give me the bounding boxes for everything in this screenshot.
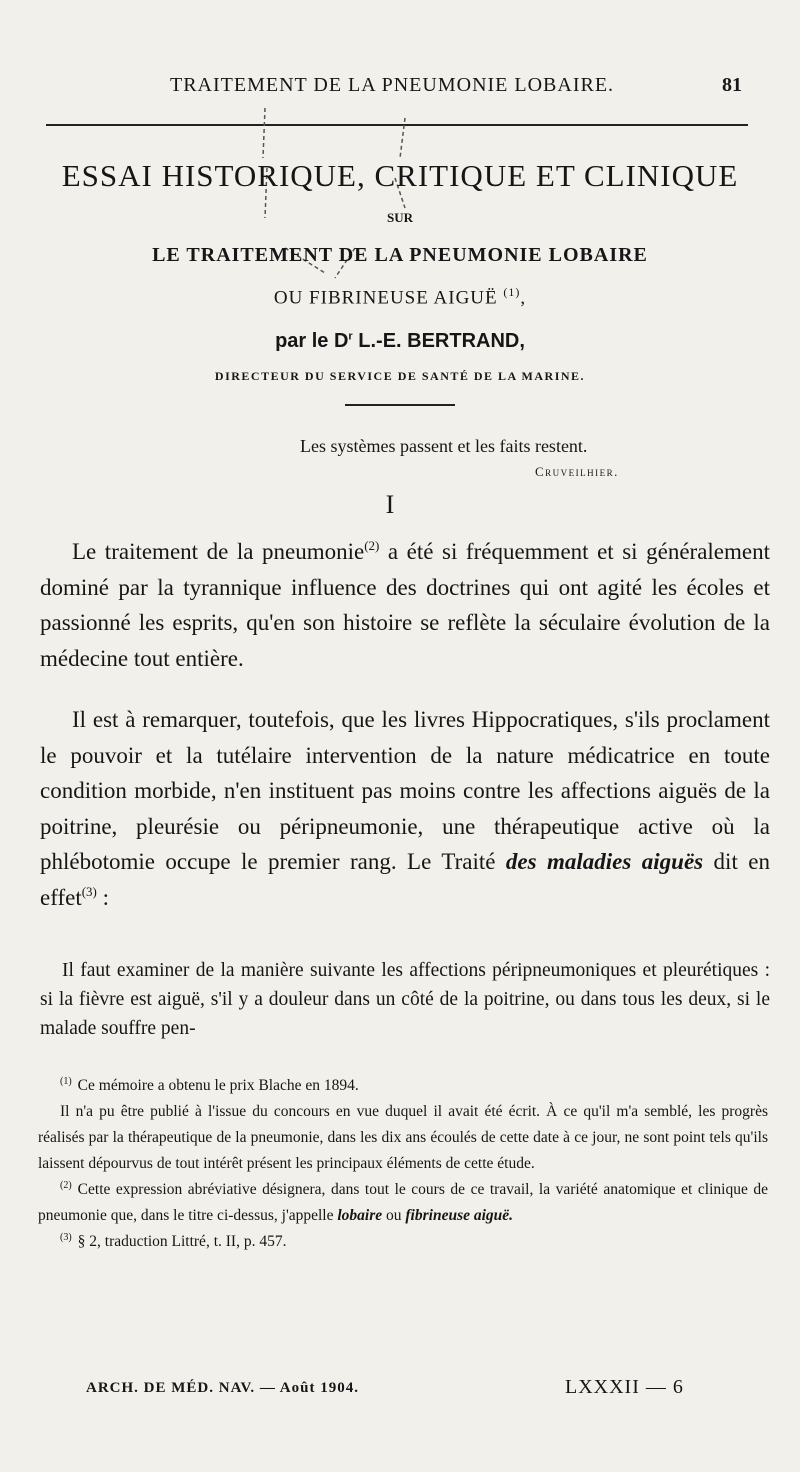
paragraph-1-start: Le traitement de la pneumonie [72,539,365,564]
footnote-1-mark: (1) [60,1076,72,1087]
paragraph-2-italic-title: des maladies aiguës [505,849,704,874]
footnote-2-italic-fibrineuse: fibrineuse aiguë. [405,1207,514,1224]
paragraph-2-after-italic: dit en effet [40,849,770,910]
footnote-ref-3[interactable]: (3) [81,883,97,899]
running-title: TRAITEMENT DE LA PNEUMONIE LOBAIRE. [170,74,615,96]
paragraph-2 [40,702,770,915]
epigraph-attribution: Cruveilhier. [535,464,619,479]
block-quote: Il faut examiner de la manière suivante les affections péripneumoniques et pleurétiques : si la fièvre est aiguë, s'il y a douleur dans un côté de la poitrine, ou dans tous les deux, si le malade souffre pen- [40,960,770,1039]
footnote-3 [38,1229,768,1255]
footnote-2-mark: (2) [60,1180,72,1191]
paragraph-1 [40,534,770,676]
title-separator-rule [345,404,455,406]
footnote-3-mark: (3) [60,1232,72,1243]
article-title-line3 [0,285,800,309]
section-number: I [385,490,395,519]
page-number: 81 [722,74,742,96]
author-name: L.-E. BERTRAND, [352,330,525,352]
footnote-2-italic-lobaire: lobaire [337,1207,383,1224]
epigraph-text: Les systèmes passent et les faits restent. [300,436,588,456]
title-footnote-ref[interactable]: (1) [503,285,521,299]
paragraph-1-rest: a été si fréquemment et si généralement dominé par la tyrannique influence des doctrines qui ont agité les écoles et passionné les esprits, qu'en son histoire se reflète la séculaire évolution de la médecine tout entière. [40,539,770,671]
title-line3-text: OU FIBRINEUSE AIGUË [273,287,498,309]
footnote-3-text: § 2, traduction Littré, t. II, p. 457. [77,1233,287,1250]
footnote-ref-2[interactable]: (2) [364,538,380,553]
footer-signature: LXXXII — 6 [565,1376,684,1398]
author-title-sup: r [348,330,353,343]
footnote-1 [38,1073,768,1099]
article-title-sur: SUR [386,210,413,225]
author-prefix: par le D [275,330,349,352]
author-line [0,330,800,353]
footnote-1-line1: Ce mémoire a obtenu le prix Blache en 1894. [77,1077,359,1094]
footnote-1-continued: Il n'a pu être publié à l'issue du concours en vue duquel il avait été écrit. À ce qu'il m'a semblé, les progrès réalisés par la thérapeutique de la pneumonie, dans les dix ans écoulés de cette date à ce jour, ne sont point tels qu'ils laissent dépourvus de tout intérêt présent les principaux éléments de cette étude. [38,1103,768,1172]
footnote-2 [38,1177,768,1229]
article-title-line1: ESSAI HISTORIQUE, CRITIQUE ET CLINIQUE [61,158,739,193]
footnote-2-text: Cette expression abréviative désignera, dans tout le cours de ce travail, la variété anatomique et clinique de pneumonie que, dans le titre ci-dessus, j'appelle [38,1181,768,1224]
footnotes [38,1073,768,1255]
author-affiliation: DIRECTEUR DU SERVICE DE SANTÉ DE LA MARINE. [214,369,586,383]
paragraph-2-start: Il est à remarquer, toutefois, que les livres Hippocratiques, s'ils proclament le pouvoir et la tutélaire intervention de la nature médicatrice en toute condition morbide, n'en instituent pas moins contre les affections aiguës de la poitrine, pleurésie ou péripneumonie, une thérapeutique active où la phlébotomie occupe le premier rang. Le Traité [40,707,770,874]
paragraph-2-end: : [96,884,110,910]
footnote-2-ou: ou [382,1207,406,1224]
title-line3-end: , [520,287,527,309]
footer-journal: ARCH. DE MÉD. NAV. — Août 1904. [86,1380,359,1396]
article-title-line2: LE TRAITEMENT DE LA PNEUMONIE LOBAIRE [152,244,648,266]
